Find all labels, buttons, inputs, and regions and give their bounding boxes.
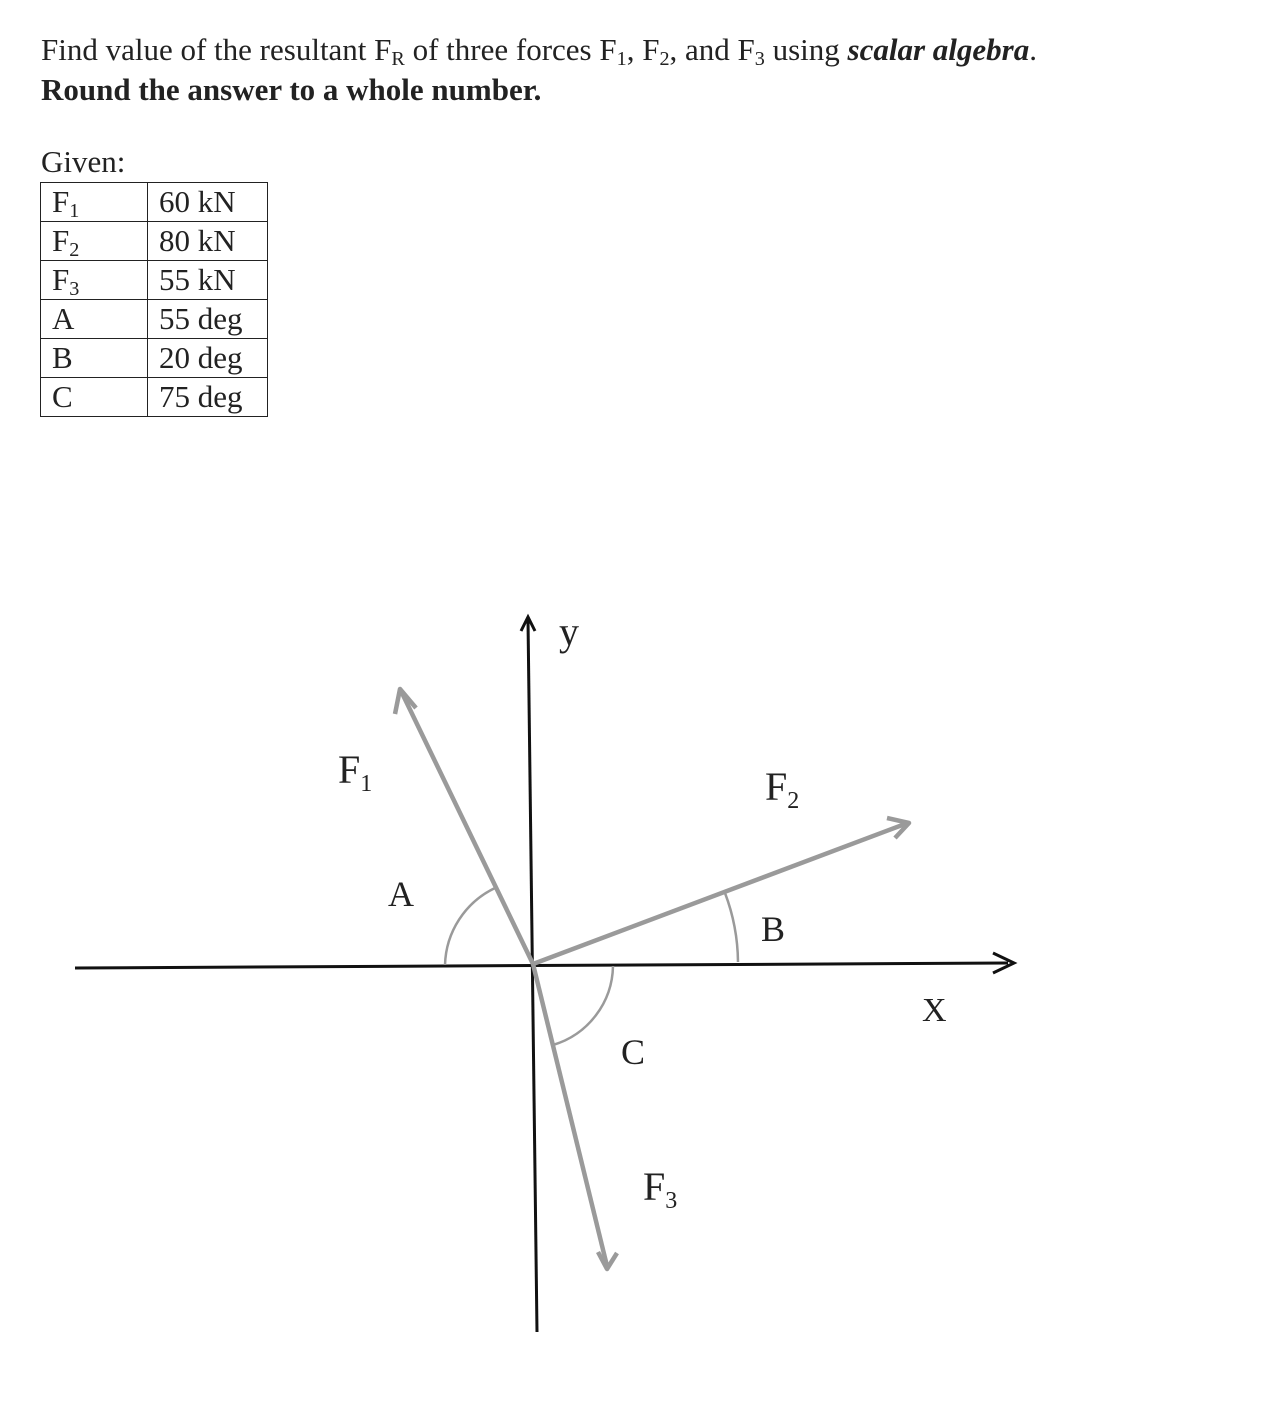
given-value: 55 deg <box>148 300 268 339</box>
angle-a-arc <box>445 888 495 965</box>
f2-label: $F_2$ <box>765 764 800 814</box>
angle-b-label: B <box>761 909 786 949</box>
force-f3-vector <box>533 964 617 1269</box>
force-f2-vector <box>533 818 909 964</box>
given-label: Given: <box>41 144 126 179</box>
given-value: 60 kN <box>148 183 268 222</box>
given-symbol: $F_1$ <box>41 183 148 222</box>
given-symbol: $F_3$ <box>41 261 148 300</box>
angle-b-arc <box>725 893 738 962</box>
given-symbol: C <box>41 378 148 417</box>
f1-label: $F_1$ <box>338 747 373 797</box>
given-symbol: B <box>41 339 148 378</box>
angle-c-arc <box>553 966 613 1045</box>
angle-a-label: A <box>388 874 414 914</box>
question-line-2: Round the answer to a whole number. <box>41 72 542 107</box>
y-axis-label: y <box>559 609 579 654</box>
question-line-1: Find value of the resultant $F_R$ of three forces $F_1$, $F_2$, and $F_3$ using scalar algebra. <box>41 32 1037 71</box>
given-value: 75 deg <box>148 378 268 417</box>
f3-label: $F_3$ <box>643 1164 678 1214</box>
given-value: 55 kN <box>148 261 268 300</box>
x-axis <box>75 953 1014 973</box>
given-value: 80 kN <box>148 222 268 261</box>
given-symbol: $F_2$ <box>41 222 148 261</box>
x-axis-label: X <box>922 992 947 1029</box>
given-symbol: A <box>41 300 148 339</box>
force-f1-vector <box>395 689 533 964</box>
angle-c-label: C <box>621 1032 646 1072</box>
given-value: 20 deg <box>148 339 268 378</box>
